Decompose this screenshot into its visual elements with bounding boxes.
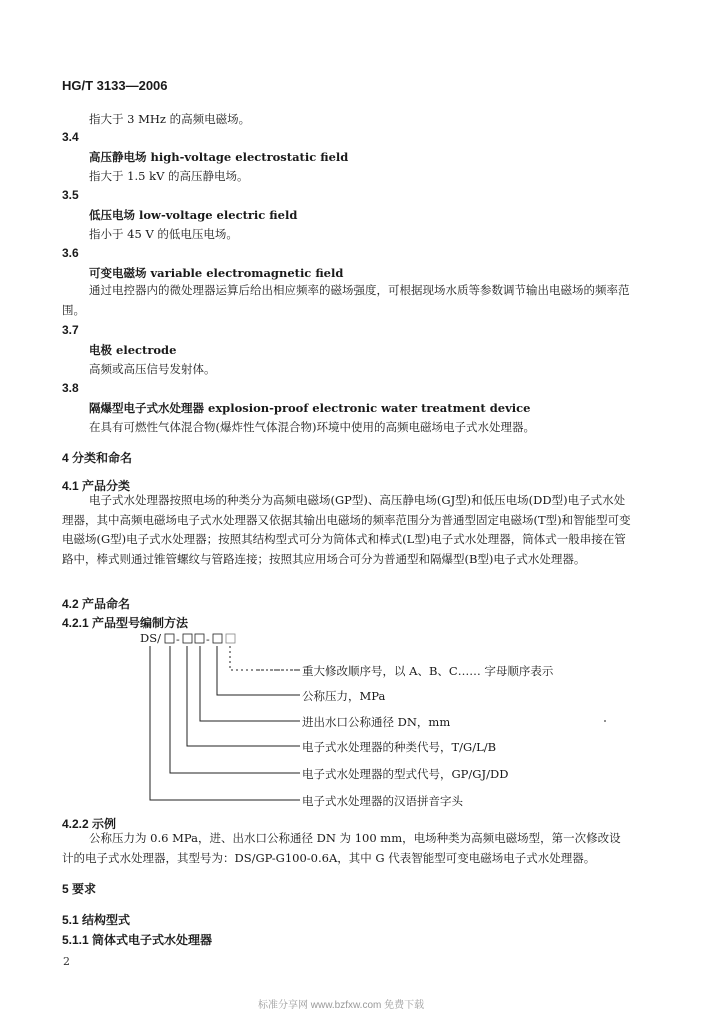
model-box-3 — [195, 634, 204, 643]
section-4-1-paragraph: 电子式水处理器按照电场的种类分为高频电磁场(GP型)、高压静电场(GJ型)和低压电场(DD型)电子式水处理器，其中高频电磁场电子式水处理器又依据其输出电磁场的频率范围分为普通型固定电磁场(T型)和智能型可变电磁场(G型)电子式水处理器；按照其结构型式可分为筒体式和棒式(L型)电子式水处理器，筒体式一般串接在管路中，棒式则通过锥管螺纹与管路连接；按照其应用场合可分为普通型和隔爆型(B型)电子式水处理器。 — [62, 493, 631, 566]
diagram-label-diameter: 进出水口公称通径 DN，mm — [302, 715, 451, 729]
section-4-1-heading: 4.1 产品分类 — [62, 479, 131, 493]
page-number: 2 — [63, 955, 70, 968]
definition-3-8-text: 在具有可燃性气体混合物(爆炸性气体混合物)环境中使用的高频电磁场电子式水处理器。 — [89, 420, 535, 434]
section-4-2-1-heading: 4.2.1 产品型号编制方法 — [62, 616, 189, 630]
diagram-label-pinyin-prefix: 电子式水处理器的汉语拼音字头 — [302, 794, 463, 808]
model-box-1 — [165, 634, 174, 643]
section-4-heading: 4 分类和命名 — [62, 451, 133, 465]
diagram-label-pressure: 公称压力，MPa — [302, 689, 386, 703]
term-3-8: 隔爆型电子式水处理器 explosion-proof electronic water treatment device — [89, 401, 531, 415]
term-3-6: 可变电磁场 variable electromagnetic field — [89, 266, 344, 280]
clause-3-5-number: 3.5 — [62, 188, 79, 202]
section-4-2-2-heading: 4.2.2 示例 — [62, 817, 117, 831]
svg-text:-: - — [206, 633, 210, 646]
section-5-1-heading: 5.1 结构型式 — [62, 913, 131, 927]
definition-3-7-text: 高频或高压信号发射体。 — [89, 362, 216, 376]
term-3-5: 低压电场 low-voltage electric field — [89, 208, 298, 222]
model-box-2 — [183, 634, 192, 643]
section-4-2-2-paragraph: 公称压力为 0.6 MPa，进、出水口公称通径 DN 为 100 mm，电场种类为高频电磁场型，第一次修改设计的电子式水处理器，其型号为：DS/GP-G100-0.6A，其中 G 代表智能型可变电磁场电子式水处理器。 — [62, 831, 621, 865]
diagram-label-type-code: 电子式水处理器的型式代号，GP/GJ/DD — [302, 767, 509, 781]
svg-text:-: - — [176, 633, 180, 646]
definition-3-4-text: 指大于 1.5 kV 的高压静电场。 — [89, 169, 249, 183]
section-5-heading: 5 要求 — [62, 882, 97, 896]
watermark-text: 标准分享网 www.bzfxw.com 免费下载 — [258, 1000, 425, 1011]
model-box-4 — [213, 634, 222, 643]
clause-3-8-number: 3.8 — [62, 381, 79, 395]
clause-3-6-number: 3.6 — [62, 246, 79, 260]
definition-3-6-text: 通过电控器内的微处理器运算后给出相应频率的磁场强度，可根据现场水质等参数调节输出电磁场的频率范围。 — [62, 283, 630, 317]
definition-3-5-text: 指小于 45 V 的低电压电场。 — [89, 227, 238, 241]
section-4-2-heading: 4.2 产品命名 — [62, 597, 131, 611]
model-box-5 — [226, 634, 235, 643]
diagram-label-revision: 重大修改顺序号，以 A、B、C…… 字母顺序表示 — [302, 664, 554, 678]
diagram-label-kind-code: 电子式水处理器的种类代号，T/G/L/B — [302, 740, 497, 754]
definition-3-3-text: 指大于 3 MHz 的高频电磁场。 — [89, 112, 251, 126]
standard-number: HG/T 3133—2006 — [62, 78, 168, 93]
model-prefix: DS/ — [140, 631, 161, 645]
section-5-1-1-heading: 5.1.1 筒体式电子式水处理器 — [62, 933, 213, 947]
term-3-7: 电极 electrode — [89, 343, 177, 357]
term-3-4: 高压静电场 high-voltage electrostatic field — [89, 150, 349, 164]
clause-3-4-number: 3.4 — [62, 130, 79, 144]
clause-3-7-number: 3.7 — [62, 323, 79, 337]
